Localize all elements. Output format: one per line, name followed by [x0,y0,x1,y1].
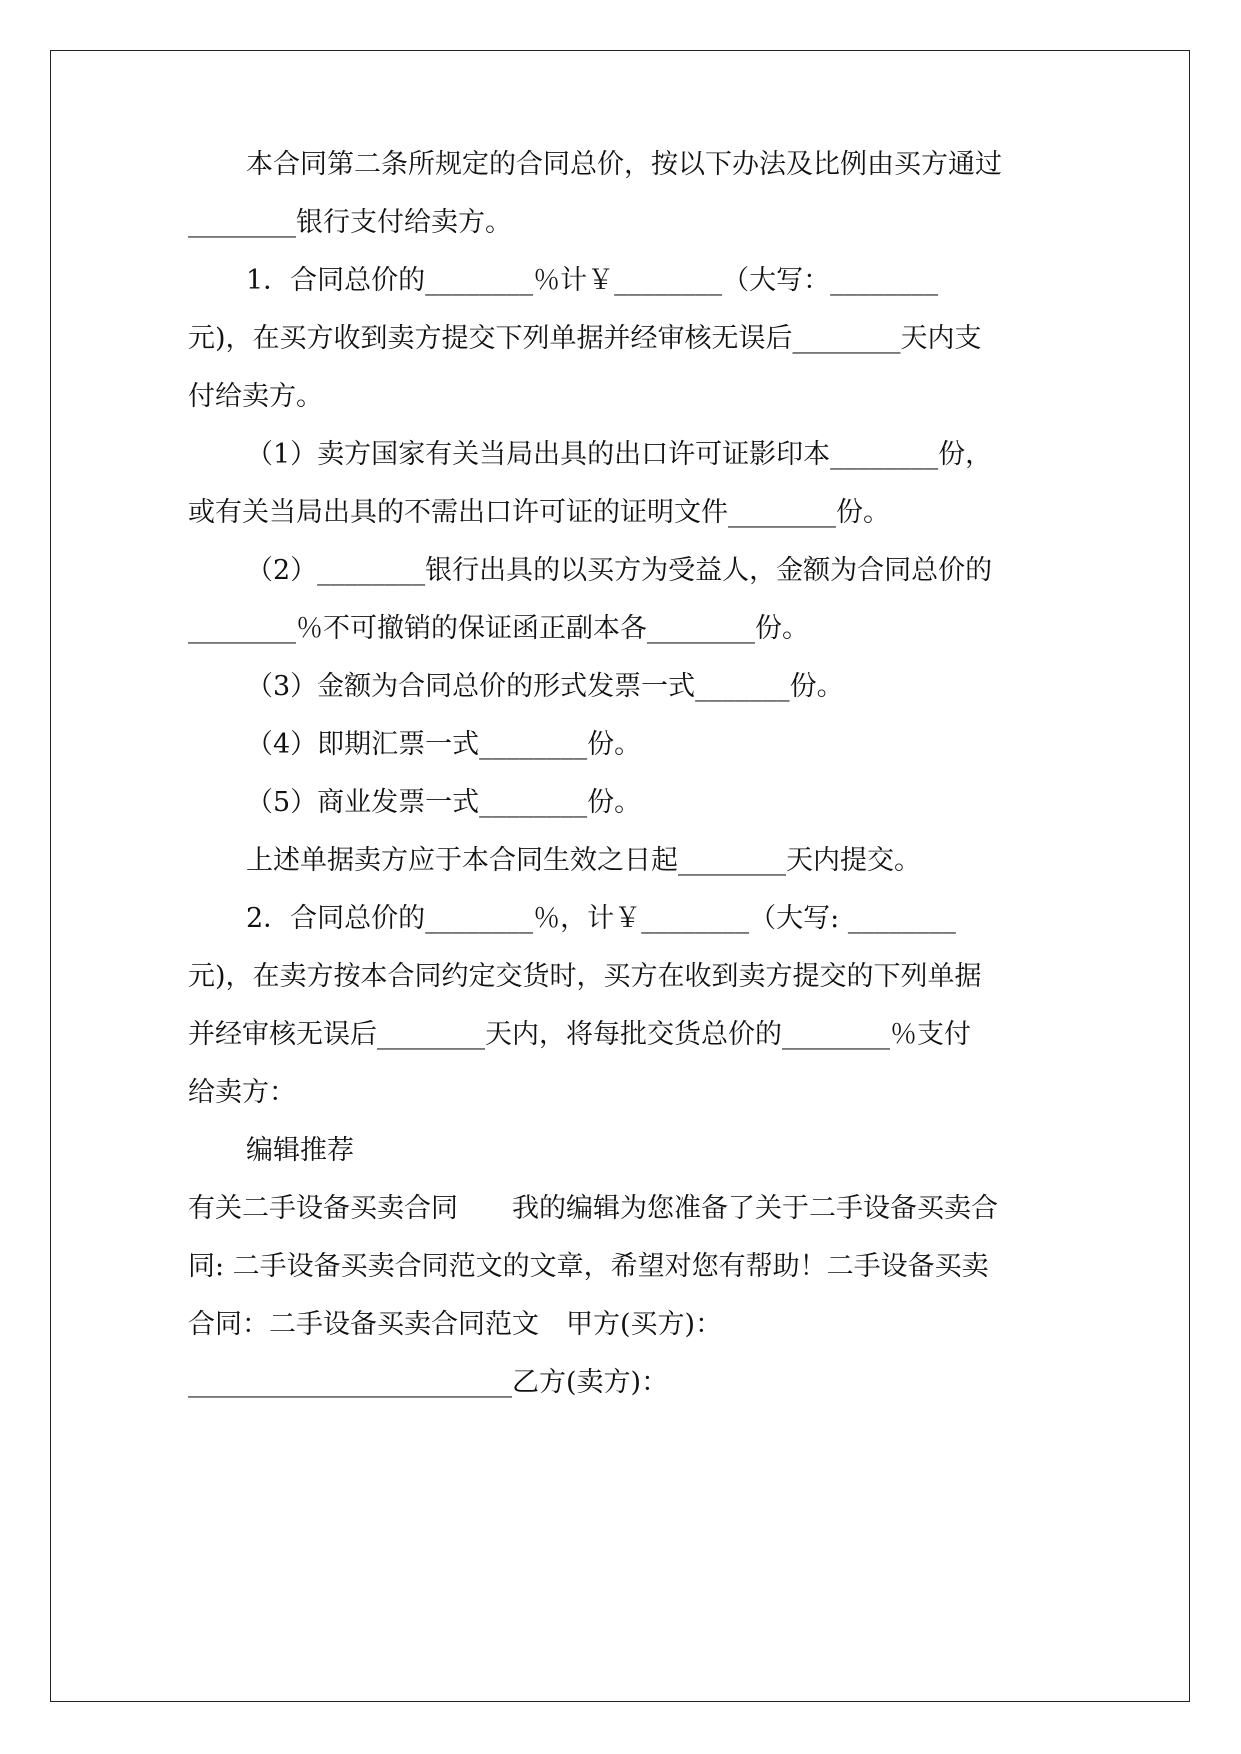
item-1-line-2: 或有关当局出具的不需出口许可证的证明文件________份。 [188,497,890,528]
clause-2-line-3: 并经审核无误后________天内，将每批交货总价的________％支付 [188,1019,971,1050]
clause-2-line-2: 元)，在卖方按本合同约定交货时，买方在收到卖方提交的下列单据 [188,961,982,992]
clause-2-line-1: 2．合同总价的________％，计￥________（大写: ________ [246,903,956,934]
item-2-line-2: ________％不可撤销的保证函正副本各________份。 [188,613,809,644]
item-4: （4）即期汇票一式________份。 [246,729,642,760]
clause-1-line-3: 付给卖方。 [188,381,323,412]
recommendation-line-1: 有关二手设备买卖合同 我的编辑为您准备了关于二手设备买卖合 [188,1193,998,1224]
documents-deadline: 上述单据卖方应于本合同生效之日起________天内提交。 [246,845,921,876]
item-5: （5）商业发票一式________份。 [246,787,642,818]
item-1-line-1: （1）卖方国家有关当局出具的出口许可证影印本________份， [246,439,993,470]
recommendation-line-2: 同: 二手设备买卖合同范文的文章，希望对您有帮助！二手设备买卖 [188,1251,989,1282]
item-3: （3）金额为合同总价的形式发票一式_______份。 [246,671,844,702]
clause-1-line-2: 元)，在买方收到卖方提交下列单据并经审核无误后________天内支 [188,323,982,354]
clause-1-line-1: 1．合同总价的________％计￥________（大写：________ [246,265,939,296]
clause-2-line-4: 给卖方： [188,1077,296,1108]
recommendation-line-4: ________________________乙方(卖方)： [188,1367,669,1398]
recommendation-line-3: 合同：二手设备买卖合同范文 甲方(买方)： [188,1309,723,1340]
paragraph-intro-line-2: ________银行支付给卖方。 [188,207,512,238]
item-2-line-1: （2）________银行出具的以买方为受益人，金额为合同总价的 [246,555,993,586]
editor-recommendation-heading: 编辑推荐 [246,1135,354,1166]
paragraph-intro-line-1: 本合同第二条所规定的合同总价，按以下办法及比例由买方通过 [246,149,1002,180]
